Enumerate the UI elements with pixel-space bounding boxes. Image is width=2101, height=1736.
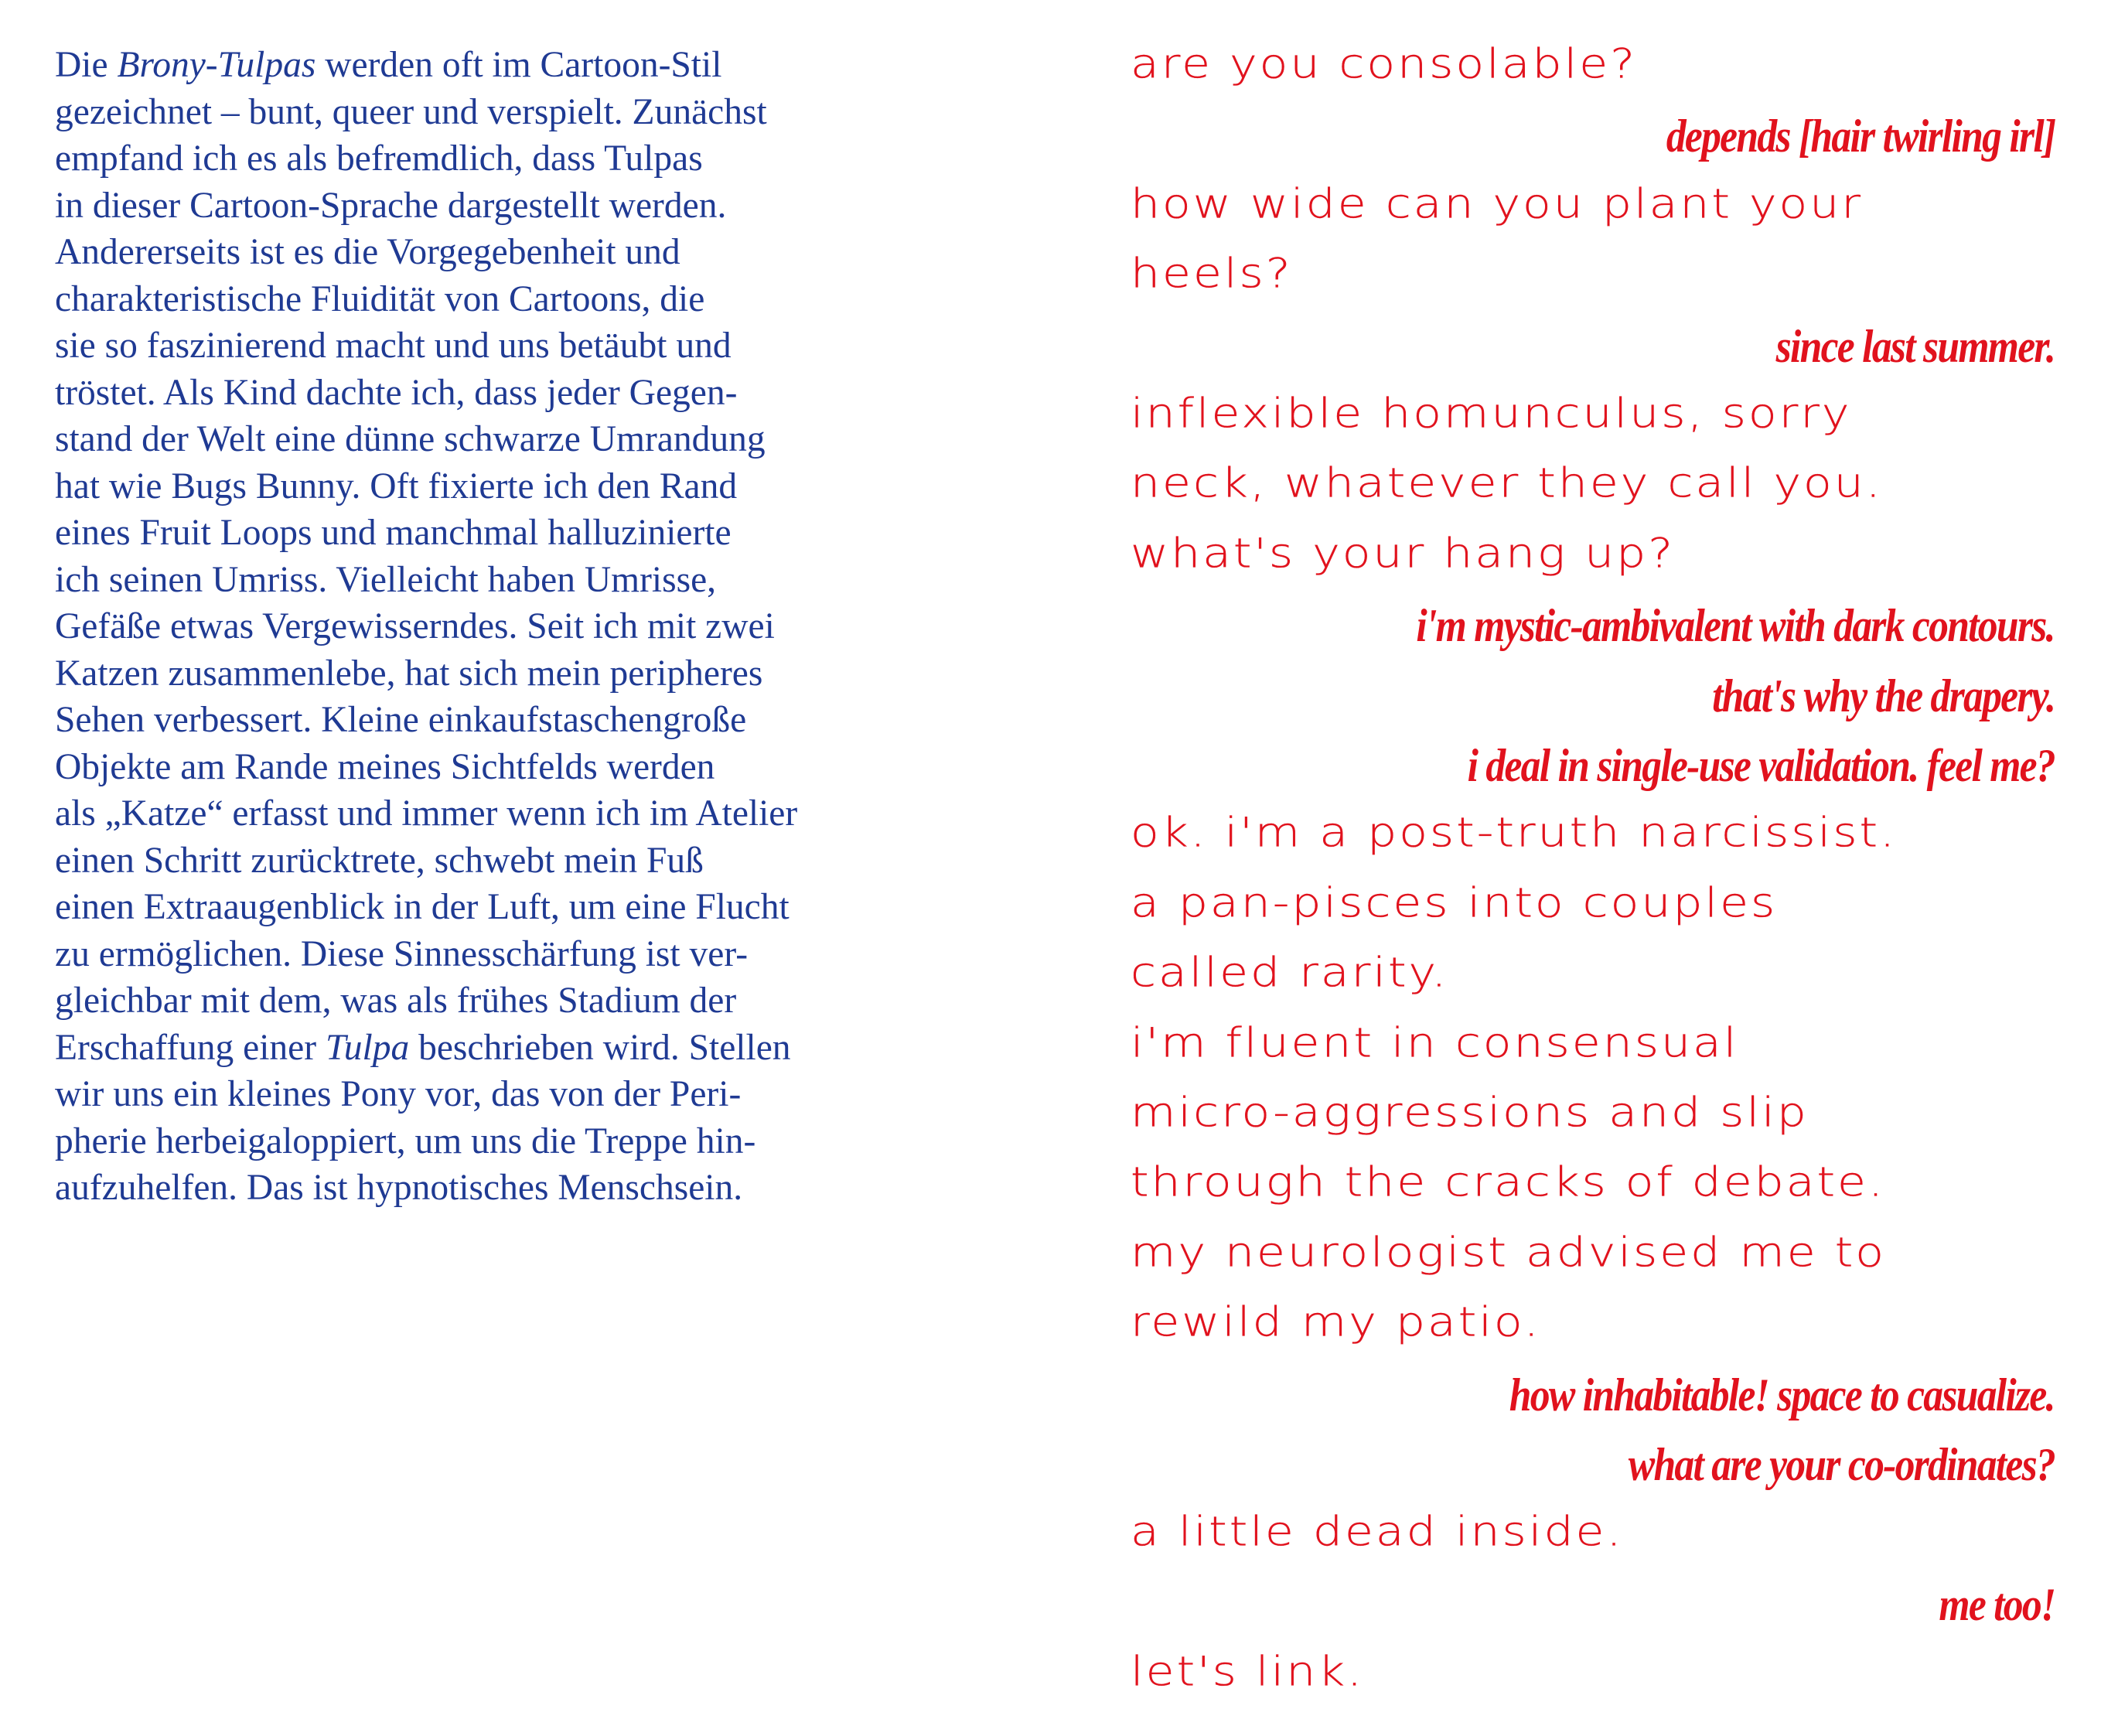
text-run: pherie herbeigaloppiert, um uns die Treppe hin- (55, 1120, 756, 1161)
text-run: als „Katze“ erfasst und immer wenn ich im Atelier (55, 793, 798, 834)
text-run: Erschaffung einer (55, 1027, 326, 1068)
question-line: micro-aggressions and slip (1131, 1089, 1809, 1137)
text-run: gezeichnet – bunt, queer und verspielt. Zunächst (55, 91, 767, 132)
answer-line: i'm mystic-ambivalent with dark contours. (1416, 600, 2055, 652)
text-line (55, 1071, 836, 1118)
text-line (55, 557, 836, 604)
italic-term: Brony-Tulpas (117, 45, 316, 85)
question-line: what's your hang up? (1131, 529, 1676, 578)
text-run: einen Schritt zurücktrete, schwebt mein Fuß (55, 840, 704, 881)
text-run: hat wie Bugs Bunny. Oft fixierte ich den Rand (55, 466, 738, 506)
text-line (55, 510, 836, 557)
text-line (55, 884, 836, 931)
question-line: called rarity. (1131, 949, 1449, 997)
question-line: inflexible homunculus, sorry (1131, 390, 1852, 438)
text-run: Sehen verbessert. Kleine einkaufstaschengroße (55, 700, 747, 740)
body-text (55, 42, 836, 1212)
text-run: empfand ich es als befremdlich, dass Tulpas (55, 138, 703, 179)
text-line (55, 977, 836, 1025)
text-line (55, 322, 836, 370)
text-line (55, 1118, 836, 1165)
question-line: ok. i'm a post-truth narcissist. (1131, 809, 1898, 857)
text-run: wir uns ein kleines Pony vor, das von der Peri- (55, 1074, 742, 1114)
text-run: eines Fruit Loops und manchmal halluzinierte (55, 513, 732, 553)
text-run: Die (55, 45, 118, 85)
text-run: stand der Welt eine dünne schwarze Umrandung (55, 419, 766, 459)
answer-line: that's why the drapery. (1711, 670, 2055, 721)
text-line (55, 416, 836, 463)
text-line (55, 697, 836, 744)
text-run: werden oft im Cartoon-Stil (315, 45, 722, 85)
text-line (55, 744, 836, 791)
text-run: sie so faszinierend macht und uns betäubt und (55, 326, 732, 366)
question-line: neck, whatever they call you. (1131, 459, 1883, 507)
text-run: charakteristische Fluidität von Cartoons, die (55, 278, 705, 319)
text-line (55, 463, 836, 510)
text-line (55, 790, 836, 837)
text-run: ich seinen Umriss. Vielleicht haben Umrisse, (55, 559, 717, 600)
answer-line: what are your co-ordinates? (1628, 1439, 2055, 1490)
text-run: einen Extraaugenblick in der Luft, um eine Flucht (55, 887, 790, 927)
text-line (55, 229, 836, 276)
text-line (55, 42, 836, 89)
text-line (55, 135, 836, 182)
italic-term: Tulpa (325, 1027, 410, 1068)
question-line: a pan-pisces into couples (1131, 878, 1778, 927)
text-line (55, 1165, 836, 1212)
text-run: Objekte am Rande meines Sichtfelds werden (55, 746, 715, 787)
question-line: my neurologist advised me to (1131, 1228, 1886, 1277)
text-line (55, 650, 836, 697)
text-line (55, 276, 836, 323)
question-line: through the cracks of debate. (1131, 1158, 1886, 1206)
answer-line: since last summer. (1775, 320, 2055, 372)
question-line: a little dead inside. (1131, 1508, 1624, 1556)
text-run: aufzuhelfen. Das ist hypnotisches Menschsein. (55, 1168, 743, 1208)
text-run: Andererseits ist es die Vorgegebenheit und (55, 232, 680, 272)
text-run: gleichbar mit dem, was als frühes Stadium der (55, 981, 737, 1021)
text-line (55, 837, 836, 885)
text-line (55, 89, 836, 136)
text-run: Gefäße etwas Vergewisserndes. Seit ich mit zwei (55, 606, 775, 646)
text-run: in dieser Cartoon-Sprache dargestellt werden. (55, 185, 727, 226)
text-run: beschrieben wird. Stellen (409, 1027, 791, 1068)
text-line (55, 603, 836, 650)
question-line: i'm fluent in consensual (1131, 1018, 1739, 1067)
text-line (55, 1025, 836, 1072)
question-line: are you consolable? (1131, 40, 1638, 88)
text-line (55, 931, 836, 978)
answer-line: how inhabitable! space to casualize. (1509, 1369, 2055, 1421)
text-run: Katzen zusammenlebe, hat sich mein peripheres (55, 653, 763, 694)
text-line (55, 370, 836, 417)
question-line: how wide can you plant your (1131, 179, 1863, 228)
right-page (1131, 0, 2055, 1736)
question-line: rewild my patio. (1131, 1298, 1541, 1346)
question-line: heels? (1131, 250, 1293, 298)
text-line (55, 182, 836, 230)
left-page (55, 42, 836, 1212)
text-run: tröstet. Als Kind dachte ich, dass jeder Gegen- (55, 372, 738, 413)
answer-line: depends [hair twirling irl] (1666, 111, 2055, 162)
question-line: let's link. (1131, 1648, 1365, 1696)
text-run: zu ermöglichen. Diese Sinnesschärfung ist ver- (55, 933, 749, 974)
answer-line: me too! (1939, 1578, 2055, 1630)
answer-line: i deal in single-use validation. feel me? (1467, 740, 2055, 791)
